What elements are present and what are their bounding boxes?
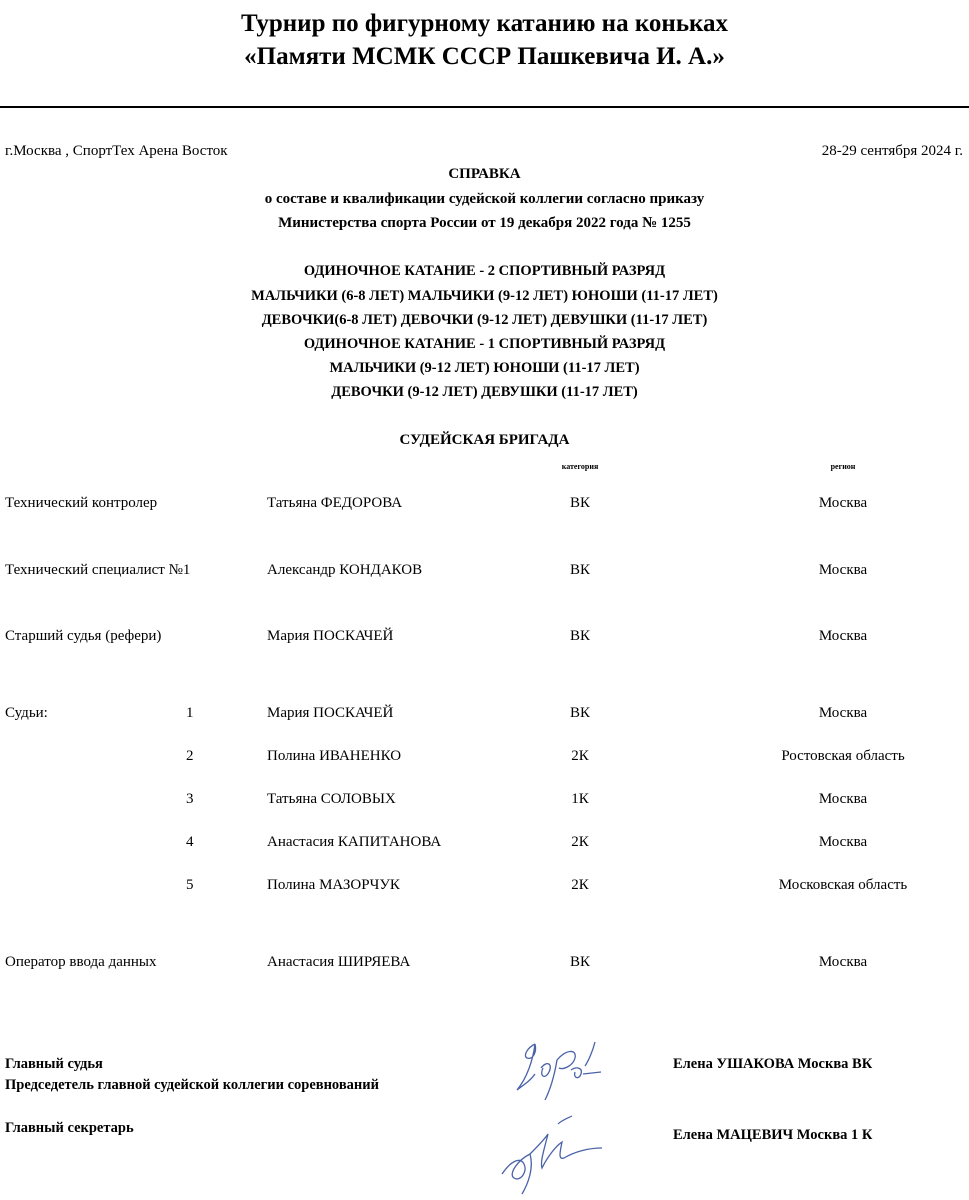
chief-judge-title: Главный судья — [5, 1056, 103, 1072]
row-name: Татьяна СОЛОВЫХ — [267, 791, 396, 807]
row-number: 4 — [186, 834, 194, 850]
row-region: Ростовская область — [781, 748, 905, 764]
row-category: ВК — [569, 705, 590, 721]
category-line: МАЛЬЧИКИ (9-12 ЛЕТ) ЮНОШИ (11-17 ЛЕТ) — [329, 360, 640, 376]
row-number: 3 — [186, 791, 194, 807]
secretary-signature — [498, 1112, 613, 1197]
row-region: Москва — [818, 705, 868, 721]
category-line: ДЕВОЧКИ (9-12 ЛЕТ) ДЕВУШКИ (11-17 ЛЕТ) — [331, 384, 638, 400]
header-divider — [0, 106, 969, 108]
category-line: МАЛЬЧИКИ (6-8 ЛЕТ) МАЛЬЧИКИ (9-12 ЛЕТ) ЮНОШИ (11-17 ЛЕТ) — [251, 288, 718, 304]
category-line: ДЕВОЧКИ(6-8 ЛЕТ) ДЕВОЧКИ (9-12 ЛЕТ) ДЕВУШКИ (11-17 ЛЕТ) — [261, 312, 708, 328]
row-name: Анастасия ШИРЯЕВА — [267, 954, 411, 970]
row-number: 1 — [186, 705, 194, 721]
row-category: ВК — [569, 495, 590, 511]
certificate-heading: СПРАВКА — [448, 166, 521, 182]
secretary-name: Елена МАЦЕВИЧ Москва 1 К — [673, 1127, 873, 1143]
category-line: ОДИНОЧНОЕ КАТАНИЕ - 1 СПОРТИВНЫЙ РАЗРЯД — [303, 336, 666, 352]
row-role: Старший судья (рефери) — [5, 628, 162, 644]
row-role: Оператор ввода данных — [5, 954, 157, 970]
panel-heading: СУДЕЙСКАЯ БРИГАДА — [399, 432, 570, 448]
column-header-category: категория — [561, 462, 599, 471]
row-category: 2К — [571, 877, 589, 893]
row-role: Судьи: — [5, 705, 48, 721]
chief-judge-signature — [505, 1030, 615, 1110]
row-role: Технический специалист №1 — [5, 562, 191, 578]
row-name: Татьяна ФЕДОРОВА — [267, 495, 403, 511]
row-category: 2К — [571, 834, 589, 850]
row-name: Полина ИВАНЕНКО — [267, 748, 402, 764]
row-region: Москва — [818, 791, 868, 807]
certificate-line-1: о составе и квалификации судейской коллегии согласно приказу — [264, 191, 705, 207]
row-category: ВК — [569, 562, 590, 578]
row-region: Москва — [818, 628, 868, 644]
chief-judge-name: Елена УШАКОВА Москва ВК — [673, 1056, 873, 1072]
row-name: Александр КОНДАКОВ — [267, 562, 423, 578]
row-number: 5 — [186, 877, 194, 893]
row-region: Москва — [818, 834, 868, 850]
row-region: Московская область — [778, 877, 908, 893]
row-region: Москва — [818, 562, 868, 578]
certificate-line-2: Министерства спорта России от 19 декабря 2022 года № 1255 — [278, 215, 691, 231]
row-category: 2К — [571, 748, 589, 764]
row-name: Анастасия КАПИТАНОВА — [267, 834, 442, 850]
row-region: Москва — [818, 495, 868, 511]
row-name: Мария ПОСКАЧЕЙ — [267, 628, 394, 644]
location: г.Москва , СпортТех Арена Восток — [5, 143, 228, 159]
row-number: 2 — [186, 748, 194, 764]
row-name: Полина МАЗОРЧУК — [267, 877, 400, 893]
row-category: ВК — [569, 628, 590, 644]
row-role: Технический контролер — [5, 495, 158, 511]
row-region: Москва — [818, 954, 868, 970]
row-category: 1К — [571, 791, 589, 807]
secretary-title: Главный секретарь — [5, 1120, 134, 1136]
category-line: ОДИНОЧНОЕ КАТАНИЕ - 2 СПОРТИВНЫЙ РАЗРЯД — [303, 263, 666, 279]
chief-judge-subtitle: Председетель главной судейской коллегии соревнований — [5, 1077, 379, 1093]
dates: 28-29 сентября 2024 г. — [821, 143, 963, 159]
column-header-region: регион — [830, 462, 856, 471]
title-line-2: «Памяти МСМК СССР Пашкевича И. А.» — [244, 43, 725, 70]
title-line-1: Турнир по фигурному катанию на коньках — [240, 10, 729, 37]
row-category: ВК — [569, 954, 590, 970]
row-name: Мария ПОСКАЧЕЙ — [267, 705, 394, 721]
